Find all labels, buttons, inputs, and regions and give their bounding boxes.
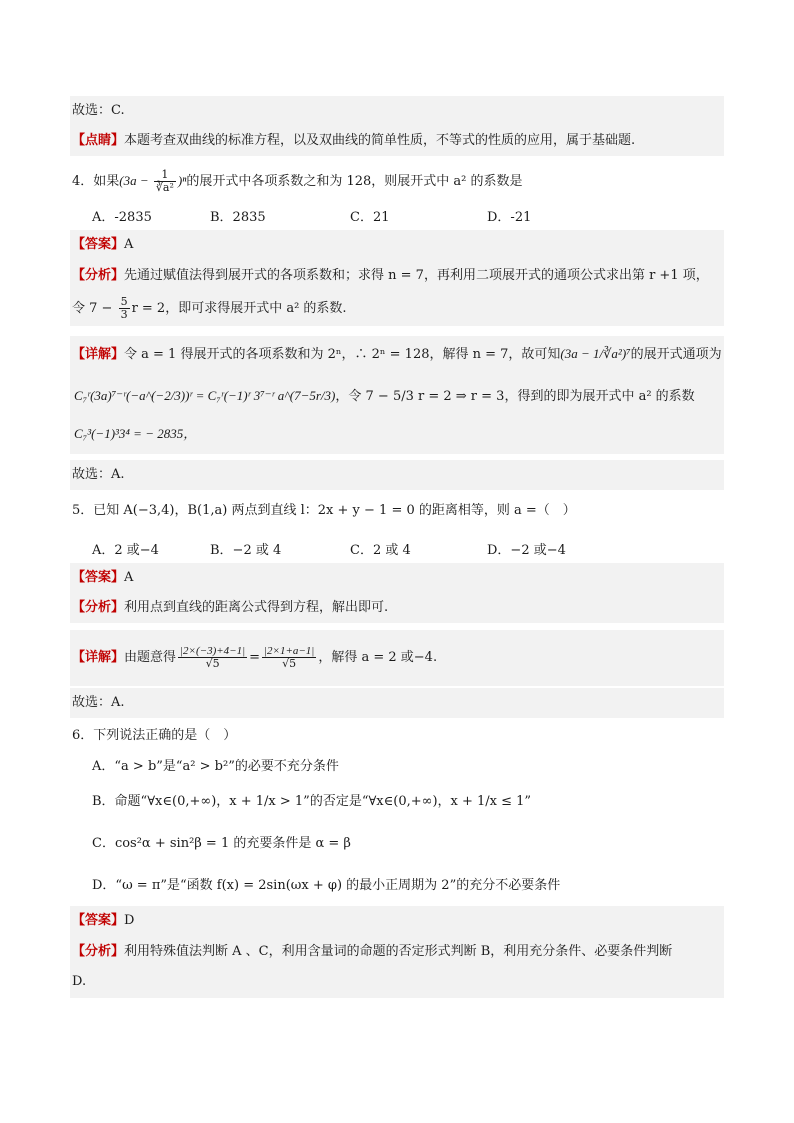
q4-choose-block [70,460,724,490]
q5-analysis-block: 【分析】利用点到直线的距离公式得到方程，解出即可. [70,593,724,623]
q5-answer: A [124,570,134,585]
q5-detail-result: ，解得 a = 2 或−4. [318,650,438,665]
q6-analysis-block: 【分析】利用特殊值法判断 A 、C，利用含量词的命题的否定形式判断 B，利用充分条件、必要条件判断 D. [70,936,724,998]
q3-choose-block [70,96,724,126]
q4-choose: 故选：A. [72,467,125,482]
q4-detail-block: 【详解】令 a = 1 得展开式的各项系数和为 2ⁿ，∴ 2ⁿ = 128，解得 n = 7，故可知(3a − 1/∛a²)⁷的展开式通项为 C₇ʳ(3a)⁷⁻ʳ(−a^(−2/3))ʳ = C₇ʳ(−1)ʳ 3⁷⁻ʳ a^(7−5r/3)，令 7 − 5/3 r = 2 ⇒ r = 3，得到的即为展开式中 a² 的系数 C₇³(−1)³3⁴ = − 2835， [70,336,724,454]
q5-analysis: 利用点到直线的距离公式得到方程，解出即可. [124,600,389,615]
q6-option-d: D．“ω = π”是“函数 f(x) = 2sin(ωx + φ) 的最小正周期为 2”的充分不必要条件 [92,878,561,893]
q4-analysis-fraction: $\frac{5}{3}$ [120,295,128,321]
q4-option-a: A．-2835 [92,210,152,225]
q4-option-d: D．-21 [487,210,532,225]
q5-option-a: A．2 或−4 [92,543,159,558]
q5-option-b: B．−2 或 4 [210,543,282,558]
q5-stem: 5．已知 A(−3,4)，B(1,a) 两点到直线 l：2x + y − 1 = 0 的距离相等，则 a =（ ） [72,503,576,518]
q6-option-a: A．“a > b”是“a² > b²”的必要不充分条件 [92,759,339,774]
q6-analysis-line-2: D. [72,974,87,989]
q4-analysis-block: 【分析】先通过赋值法得到展开式的各项系数和；求得 n = 7，再利用二项展开式的通项公式求出第 r +1 项， 令 7 − $\frac{5}{3}$ r = 2，即可求得展开式中 a² 的系数. [70,260,724,326]
q5-option-d: D．−2 或−4 [487,543,566,558]
q4-option-b: B．2835 [210,210,266,225]
q3-comment-block [70,126,724,156]
q5-detail-block: 【详解】由题意得 $\frac{|2\times(-3)+4-1|}{√5}$ = $\frac{|2\times 1+a-1|}{√5}$ ，解得 a = 2 或−4. [70,630,724,686]
q6-stem: 6．下列说法正确的是（ ） [72,728,237,743]
q4-option-c: C．21 [350,210,390,225]
q4-answer: A [124,237,134,252]
q4-analysis-line-1: 先通过赋值法得到展开式的各项系数和；求得 n = 7，再利用二项展开式的通项公式求出第 r +1 项， [124,268,709,283]
q6-option-c: C．cos²α + sin²β = 1 的充要条件是 α = β [92,836,351,851]
q4-answer-block: 【答案】A [70,230,724,260]
q5-detail-fraction-2: $\frac{|2\times 1+a-1|}{√5}$ [264,645,315,670]
q3-choose: 故选：C. [72,103,125,118]
q4-stem: 4．如果(3a − $\frac{1}{\text{∛a²}}$ )ⁿ的展开式中各项系数之和为 128，则展开式中 a² 的系数是 [72,168,523,194]
q5-option-c: C．2 或 4 [350,543,411,558]
q5-answer-block: 【答案】A [70,563,724,593]
q4-analysis-line-2: r = 2，即可求得展开式中 a² 的系数. [131,301,347,316]
q4-detail-binomial: (3a − 1/∛a²)⁷ [560,346,631,361]
q4-detail-general-term: C₇ʳ(3a)⁷⁻ʳ(−a^(−2/3))ʳ = C₇ʳ(−1)ʳ 3⁷⁻ʳ a^(7−5r/3) [74,388,336,403]
q6-answer-block: 【答案】D [70,906,724,936]
q5-choose-block [70,688,724,718]
q4-stem-fraction: $\frac{1}{\text{∛a²}}$ [155,168,174,194]
q5-choose: 故选：A. [72,695,125,710]
q4-detail-line-3: C₇³(−1)³3⁴ = − 2835， [74,426,197,441]
q3-comment: 本题考查双曲线的标准方程，以及双曲线的简单性质，不等式的性质的应用，属于基础题. [124,133,636,148]
q5-detail-fraction-1: $\frac{|2\times(-3)+4-1|}{√5}$ [180,645,246,670]
q6-option-b: B．命题“∀x∈(0,+∞)，x + 1/x > 1”的否定是“∀x∈(0,+∞)，x + 1/x ≤ 1” [92,794,532,809]
q6-analysis-line-1: 利用特殊值法判断 A 、C，利用含量词的命题的否定形式判断 B，利用充分条件、必要条件判断 [124,944,673,959]
comment-tag: 【点睛】 [72,133,125,148]
q4-detail-line-1a: 令 a = 1 得展开式的各项系数和为 2ⁿ，∴ 2ⁿ = 128，解得 n = 7，故可知 [124,347,561,362]
q4-detail-line-2b: ，令 7 − 5/3 r = 2 ⇒ r = 3，得到的即为展开式中 a² 的系数 [335,389,695,404]
q6-answer: D [124,913,135,928]
